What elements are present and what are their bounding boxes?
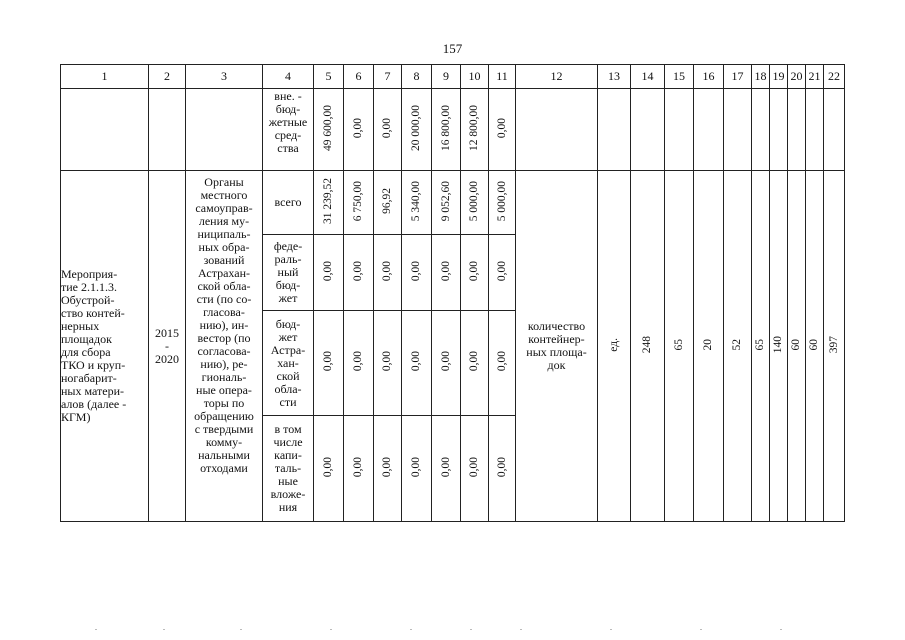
funding-source-extrabudget: вне. - бюд- жетные сред- ства xyxy=(263,89,314,171)
funding-value-cell xyxy=(314,171,344,235)
source-row-total xyxy=(61,171,845,235)
funding-value: 6 750,00 xyxy=(352,180,364,222)
funding-value-cell xyxy=(432,171,461,235)
indicator-value: 140 xyxy=(772,335,784,354)
empty-cell xyxy=(824,89,845,171)
column-number: 19 xyxy=(770,65,788,89)
empty-cell xyxy=(806,89,824,171)
scan-noise xyxy=(0,629,905,633)
empty-cell xyxy=(770,89,788,171)
column-number-row xyxy=(61,65,845,89)
funding-value-cell xyxy=(402,416,432,522)
column-number: 21 xyxy=(806,65,824,89)
column-number: 2 xyxy=(149,65,186,89)
funding-source-label: всего xyxy=(263,171,314,235)
funding-value-cell xyxy=(344,89,374,171)
column-number: 18 xyxy=(752,65,770,89)
funding-value: 0,00 xyxy=(439,456,452,478)
indicator-value-cell xyxy=(806,171,824,522)
funding-value-cell xyxy=(402,235,432,311)
empty-cell xyxy=(752,89,770,171)
funding-value: 0,00 xyxy=(352,351,364,372)
funding-value: 0,00 xyxy=(352,456,364,478)
funding-value-cell xyxy=(344,416,374,522)
funding-value-cell xyxy=(432,311,461,416)
empty-cell xyxy=(694,89,724,171)
indicator-value-cell xyxy=(824,171,845,522)
funding-value-cell xyxy=(314,311,344,416)
funding-value: 96,92 xyxy=(381,188,393,214)
funding-value-cell xyxy=(402,171,432,235)
indicator-value: 20 xyxy=(702,338,714,351)
column-number: 3 xyxy=(186,65,263,89)
funding-value: 0,00 xyxy=(495,260,508,282)
empty-cell xyxy=(724,89,752,171)
continuation-row xyxy=(61,89,845,171)
indicator-value: 52 xyxy=(731,338,743,351)
empty-cell xyxy=(186,89,263,171)
empty-cell xyxy=(149,89,186,171)
funding-source-label: в том числе капи- таль- ные вложе- ния xyxy=(263,416,314,522)
funding-value: 0,00 xyxy=(495,456,508,478)
funding-value-cell xyxy=(489,416,516,522)
funding-value: 5 340,00 xyxy=(410,180,422,222)
funding-value-cell xyxy=(461,311,489,416)
funding-value-cell xyxy=(374,311,402,416)
event-executor: Органы местного самоуправ- ления му- ниципаль- ных обра- зований Астрахан- ской обла- сти (по со- гласова- нию), ин- вестор (по согласова- нию), ре- гиональ- ные опера- торы по обращению с твердыми комму- нальными отходами xyxy=(186,171,263,522)
indicator-value: 397 xyxy=(827,335,840,354)
funding-value: 0,00 xyxy=(468,260,480,282)
funding-value-cell xyxy=(344,171,374,235)
empty-cell xyxy=(61,89,149,171)
funding-value-cell xyxy=(461,235,489,311)
column-number: 20 xyxy=(788,65,806,89)
funding-value: 12 800,00 xyxy=(468,105,480,151)
funding-value: 20 000,00 xyxy=(410,105,422,151)
column-number: 9 xyxy=(432,65,461,89)
empty-cell xyxy=(631,89,665,171)
indicator-value: 65 xyxy=(672,338,685,351)
funding-value-cell xyxy=(489,311,516,416)
funding-value: 0,00 xyxy=(495,117,508,139)
empty-cell xyxy=(788,89,806,171)
indicator-unit: ед. xyxy=(607,337,620,352)
indicator-unit-cell xyxy=(598,171,631,522)
funding-value-cell xyxy=(374,171,402,235)
funding-value: 0,00 xyxy=(322,351,334,372)
funding-value: 0,00 xyxy=(495,351,508,372)
column-number: 10 xyxy=(461,65,489,89)
funding-value-cell xyxy=(461,171,489,235)
funding-value-cell xyxy=(314,235,344,311)
funding-value: 0,00 xyxy=(352,117,364,139)
indicator-value-cell xyxy=(770,171,788,522)
funding-value-cell xyxy=(374,89,402,171)
empty-cell xyxy=(598,89,631,171)
column-number: 13 xyxy=(598,65,631,89)
funding-value: 0,00 xyxy=(468,351,480,372)
event-name: Мероприя- тие 2.1.1.3. Обустрой- ство контей- нерных площадок для сбора ТКО и круп- ногабарит- ных матери- алов (далее - КГМ) xyxy=(61,171,149,522)
funding-value: 0,00 xyxy=(439,351,452,372)
funding-value-cell xyxy=(432,235,461,311)
column-number: 16 xyxy=(694,65,724,89)
indicator-value: 60 xyxy=(790,338,802,351)
column-number: 17 xyxy=(724,65,752,89)
funding-value: 16 800,00 xyxy=(439,105,452,151)
column-number: 8 xyxy=(402,65,432,89)
column-number: 5 xyxy=(314,65,344,89)
funding-value: 5 000,00 xyxy=(468,180,480,222)
funding-value: 0,00 xyxy=(322,260,334,282)
indicator-value-cell xyxy=(694,171,724,522)
funding-source-label: феде- раль- ный бюд- жет xyxy=(263,235,314,311)
funding-value: 49 600,00 xyxy=(322,105,334,151)
funding-value-cell xyxy=(374,416,402,522)
funding-value: 0,00 xyxy=(352,260,364,282)
funding-value: 0,00 xyxy=(468,456,480,478)
funding-value-cell xyxy=(489,171,516,235)
funding-value: 9 052,60 xyxy=(439,180,452,222)
column-number: 14 xyxy=(631,65,665,89)
indicator-value: 65 xyxy=(754,338,766,351)
funding-value: 0,00 xyxy=(381,351,393,372)
indicator-value-cell xyxy=(665,171,694,522)
funding-value-cell xyxy=(344,235,374,311)
funding-value: 0,00 xyxy=(381,260,393,282)
funding-value: 5 000,00 xyxy=(495,180,508,222)
funding-value-cell xyxy=(314,89,344,171)
indicator-value-cell xyxy=(752,171,770,522)
column-number: 15 xyxy=(665,65,694,89)
empty-cell xyxy=(665,89,694,171)
column-number: 11 xyxy=(489,65,516,89)
indicator-value: 248 xyxy=(641,335,653,354)
funding-source-label: бюд- жет Астра- хан- ской обла- сти xyxy=(263,311,314,416)
funding-value: 0,00 xyxy=(410,351,422,372)
funding-value-cell xyxy=(432,89,461,171)
funding-value: 0,00 xyxy=(322,456,334,478)
column-number: 12 xyxy=(516,65,598,89)
program-table xyxy=(60,64,845,522)
funding-value: 31 239,52 xyxy=(322,178,334,224)
column-number: 1 xyxy=(61,65,149,89)
funding-value-cell xyxy=(344,311,374,416)
funding-value-cell xyxy=(461,89,489,171)
funding-value-cell xyxy=(402,311,432,416)
funding-value: 0,00 xyxy=(410,260,422,282)
column-number: 22 xyxy=(824,65,845,89)
column-number: 6 xyxy=(344,65,374,89)
indicator-value: 60 xyxy=(808,338,820,351)
funding-value-cell xyxy=(489,89,516,171)
event-period: 2015 - 2020 xyxy=(149,171,186,522)
column-number: 7 xyxy=(374,65,402,89)
indicator-value-cell xyxy=(788,171,806,522)
funding-value-cell xyxy=(461,416,489,522)
funding-value: 0,00 xyxy=(410,456,422,478)
funding-value: 0,00 xyxy=(439,260,452,282)
funding-value-cell xyxy=(489,235,516,311)
funding-value: 0,00 xyxy=(381,117,393,139)
indicator-value-cell xyxy=(724,171,752,522)
funding-value: 0,00 xyxy=(381,456,393,478)
funding-value-cell xyxy=(432,416,461,522)
page-number: 157 xyxy=(442,41,463,56)
empty-cell xyxy=(516,89,598,171)
funding-value-cell xyxy=(374,235,402,311)
funding-value-cell xyxy=(314,416,344,522)
indicator-name: количество контейнер- ных площа- док xyxy=(516,171,598,522)
funding-value-cell xyxy=(402,89,432,171)
column-number: 4 xyxy=(263,65,314,89)
indicator-value-cell xyxy=(631,171,665,522)
